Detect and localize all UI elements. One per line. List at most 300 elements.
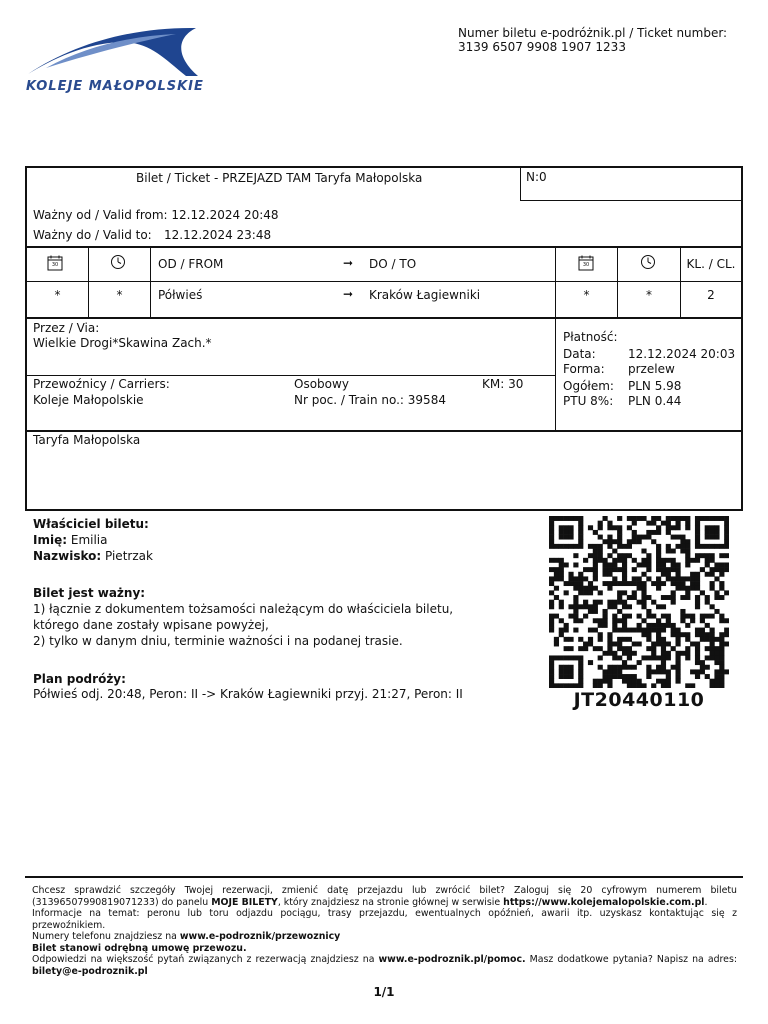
qr-module <box>593 586 598 591</box>
qr-module <box>666 595 671 600</box>
qr-module <box>588 642 593 647</box>
qr-module <box>719 646 724 651</box>
qr-module <box>719 586 724 591</box>
qr-module <box>627 516 632 521</box>
row-date2: * <box>583 288 590 302</box>
qr-module <box>651 628 656 633</box>
qr-module <box>656 525 661 530</box>
qr-module <box>593 646 598 651</box>
qr-module <box>714 535 719 540</box>
qr-module <box>656 655 661 660</box>
qr-module <box>593 679 598 684</box>
qr-module <box>695 646 700 651</box>
qr-module <box>646 553 651 558</box>
qr-module <box>578 535 583 540</box>
qr-module <box>656 642 661 647</box>
qr-module <box>719 553 724 558</box>
qr-code-text: JT20440110 <box>573 689 705 711</box>
qr-module <box>680 614 685 619</box>
footer-link[interactable]: https://www.kolejemalopolskie.com.pl <box>503 896 705 908</box>
qr-module <box>705 516 710 521</box>
qr-module <box>627 595 632 600</box>
qr-module <box>690 586 695 591</box>
qr-module <box>637 614 642 619</box>
qr-module <box>622 651 627 656</box>
qr-module <box>598 558 603 563</box>
qr-module <box>685 521 690 526</box>
payment-form-value: przelew <box>628 362 675 376</box>
qr-module <box>593 558 598 563</box>
qr-module <box>641 618 646 623</box>
table-divider <box>25 317 743 319</box>
qr-module <box>695 521 700 526</box>
qr-module <box>666 516 671 521</box>
qr-module <box>714 679 719 684</box>
qr-module <box>710 581 715 586</box>
qr-module <box>705 665 710 670</box>
qr-module <box>632 595 637 600</box>
qr-module <box>719 655 724 660</box>
qr-module <box>685 637 690 642</box>
qr-module <box>646 614 651 619</box>
owner-first-value: Emilia <box>70 533 108 547</box>
qr-module <box>607 679 612 684</box>
qr-module <box>573 628 578 633</box>
qr-module <box>671 595 676 600</box>
qr-module <box>622 665 627 670</box>
qr-module <box>685 646 690 651</box>
qr-module <box>632 530 637 535</box>
qr-module <box>607 544 612 549</box>
qr-module <box>656 604 661 609</box>
qr-module <box>603 609 608 614</box>
qr-module <box>675 660 680 665</box>
footer-text: . <box>704 896 708 908</box>
qr-module <box>651 600 656 605</box>
footer-text: Chcesz sprawdzić szczegóły Twojej rezerwacji, zmienić datę przejazdu lub zwrócić bilet? Zaloguj się 20 cyfrowym numerem biletu (31396507990819071233) do panelu <box>32 885 737 908</box>
qr-module <box>573 576 578 581</box>
qr-module <box>564 628 569 633</box>
footer-paragraph <box>32 954 737 977</box>
qr-module <box>685 623 690 628</box>
qr-module <box>612 669 617 674</box>
qr-module <box>641 516 646 521</box>
qr-module <box>627 628 632 633</box>
qr-module <box>641 558 646 563</box>
qr-module <box>675 535 680 540</box>
qr-module <box>641 683 646 688</box>
qr-module <box>651 614 656 619</box>
payment-date-label: Data: <box>563 347 596 361</box>
payment-total-value: PLN 5.98 <box>628 379 682 393</box>
qr-module <box>637 539 642 544</box>
qr-module <box>598 549 603 554</box>
qr-module <box>622 581 627 586</box>
qr-module <box>564 623 569 628</box>
qr-module <box>675 655 680 660</box>
qr-module <box>612 600 617 605</box>
qr-module <box>700 618 705 623</box>
qr-module <box>690 618 695 623</box>
footer-text: Numery telefonu znajdziesz na <box>32 931 180 942</box>
qr-module <box>656 544 661 549</box>
qr-module <box>549 525 554 530</box>
qr-module <box>632 651 637 656</box>
footer-paragraph: Informacje na temat: peronu lub toru odjazdu pociągu, trasy przejazdu, ewentualnych opóźnień, awarii itp. uzyskasz kontaktując się z przewoźnikiem. <box>32 908 737 931</box>
qr-module <box>666 655 671 660</box>
qr-module <box>568 614 573 619</box>
qr-module <box>603 669 608 674</box>
qr-module <box>568 576 573 581</box>
ticket-n-label: N:0 <box>526 170 547 184</box>
qr-module <box>705 637 710 642</box>
qr-module <box>714 674 719 679</box>
qr-module <box>671 600 676 605</box>
qr-module <box>671 623 676 628</box>
qr-module <box>641 600 646 605</box>
qr-module <box>568 646 573 651</box>
qr-module <box>549 674 554 679</box>
qr-module <box>680 595 685 600</box>
qr-module <box>588 660 593 665</box>
qr-module <box>632 590 637 595</box>
qr-module <box>637 581 642 586</box>
qr-module <box>700 544 705 549</box>
qr-module <box>612 549 617 554</box>
qr-module <box>578 521 583 526</box>
payment-title: Płatność: <box>563 330 618 344</box>
qr-module <box>612 618 617 623</box>
qr-module <box>593 604 598 609</box>
qr-module <box>573 618 578 623</box>
qr-module <box>559 600 564 605</box>
qr-module <box>685 586 690 591</box>
qr-module <box>719 544 724 549</box>
qr-module <box>690 683 695 688</box>
qr-module <box>656 618 661 623</box>
qr-module <box>724 669 729 674</box>
qr-module <box>583 586 588 591</box>
qr-module <box>705 595 710 600</box>
qr-module <box>554 683 559 688</box>
qr-module <box>583 567 588 572</box>
qr-module <box>598 632 603 637</box>
qr-module <box>549 600 554 605</box>
qr-module <box>680 576 685 581</box>
qr-module <box>641 562 646 567</box>
qr-module <box>578 581 583 586</box>
qr-module <box>666 558 671 563</box>
qr-module <box>671 549 676 554</box>
qr-module <box>646 521 651 526</box>
qr-module <box>719 651 724 656</box>
qr-module <box>632 628 637 633</box>
qr-module <box>627 646 632 651</box>
qr-module <box>559 516 564 521</box>
qr-module <box>549 567 554 572</box>
table-divider <box>520 200 743 201</box>
qr-module <box>719 660 724 665</box>
qr-module <box>559 567 564 572</box>
qr-module <box>598 544 603 549</box>
qr-module <box>588 637 593 642</box>
qr-module <box>695 576 700 581</box>
qr-module <box>685 683 690 688</box>
qr-module <box>710 679 715 684</box>
qr-module <box>695 544 700 549</box>
qr-module <box>661 581 666 586</box>
qr-module <box>656 665 661 670</box>
qr-module <box>598 590 603 595</box>
qr-module <box>710 628 715 633</box>
qr-module <box>700 669 705 674</box>
qr-module <box>637 562 642 567</box>
qr-module <box>680 544 685 549</box>
qr-module <box>666 521 671 526</box>
qr-module <box>573 614 578 619</box>
qr-module <box>656 637 661 642</box>
qr-module <box>695 669 700 674</box>
qr-module <box>714 530 719 535</box>
payment-form-label: Forma: <box>563 362 605 376</box>
qr-module <box>598 623 603 628</box>
qr-module <box>675 581 680 586</box>
qr-module <box>559 683 564 688</box>
qr-module <box>607 669 612 674</box>
qr-module <box>603 623 608 628</box>
qr-module <box>617 525 622 530</box>
qr-module <box>661 665 666 670</box>
qr-module <box>710 642 715 647</box>
qr-module <box>724 535 729 540</box>
qr-module <box>603 562 608 567</box>
table-divider <box>88 246 89 318</box>
qr-module <box>671 632 676 637</box>
qr-module <box>685 549 690 554</box>
plan-text: Półwieś odj. 20:48, Peron: II -> Kraków Łagiewniki przyj. 21:27, Peron: II <box>33 687 463 701</box>
ticket-title: Bilet / Ticket - PRZEJAZD TAM Taryfa Małopolska <box>136 171 423 185</box>
qr-module <box>695 651 700 656</box>
qr-module <box>646 535 651 540</box>
qr-module <box>637 628 642 633</box>
qr-module <box>578 665 583 670</box>
qr-module <box>695 558 700 563</box>
qr-module <box>612 628 617 633</box>
qr-module <box>568 665 573 670</box>
qr-module <box>646 669 651 674</box>
qr-module <box>607 581 612 586</box>
qr-module <box>656 530 661 535</box>
qr-module <box>666 651 671 656</box>
qr-module <box>666 614 671 619</box>
qr-module <box>661 567 666 572</box>
qr-module <box>554 576 559 581</box>
qr-module <box>656 576 661 581</box>
table-border-bottom <box>25 509 743 511</box>
qr-module <box>700 516 705 521</box>
qr-module <box>559 558 564 563</box>
clock-icon <box>110 254 126 270</box>
qr-module <box>685 590 690 595</box>
validity-line: którego dane zostały wpisane powyżej, <box>33 618 269 632</box>
qr-module <box>598 637 603 642</box>
qr-module <box>690 558 695 563</box>
qr-module <box>661 683 666 688</box>
qr-module <box>710 516 715 521</box>
qr-module <box>588 567 593 572</box>
qr-module <box>685 539 690 544</box>
qr-module <box>695 600 700 605</box>
qr-module <box>617 637 622 642</box>
footer-paragraph: Bilet stanowi odrębną umowę przewozu. <box>32 942 247 954</box>
qr-module <box>661 604 666 609</box>
qr-module <box>607 646 612 651</box>
qr-module <box>612 651 617 656</box>
footer-text: Odpowiedzi na większość pytań związanych z rezerwacją znajdziesz na <box>32 954 379 965</box>
qr-module <box>690 572 695 577</box>
svg-text:30: 30 <box>51 262 59 268</box>
qr-module <box>622 674 627 679</box>
qr-module <box>661 572 666 577</box>
qr-module <box>554 558 559 563</box>
qr-module <box>627 614 632 619</box>
qr-module <box>564 535 569 540</box>
qr-module <box>612 576 617 581</box>
qr-module <box>549 535 554 540</box>
qr-module <box>612 642 617 647</box>
qr-module <box>632 683 637 688</box>
ticket-number <box>458 26 727 54</box>
qr-module <box>719 516 724 521</box>
qr-module <box>641 586 646 591</box>
qr-module <box>564 669 569 674</box>
qr-module <box>593 572 598 577</box>
qr-module <box>627 655 632 660</box>
qr-module <box>588 609 593 614</box>
qr-module <box>671 535 676 540</box>
qr-module <box>700 614 705 619</box>
qr-module <box>719 674 724 679</box>
qr-module <box>559 618 564 623</box>
qr-module <box>719 683 724 688</box>
qr-module <box>724 567 729 572</box>
qr-module <box>554 586 559 591</box>
qr-module <box>724 525 729 530</box>
owner-first-name <box>33 532 108 548</box>
qr-module <box>573 655 578 660</box>
qr-module <box>724 628 729 633</box>
qr-module <box>564 655 569 660</box>
payment-vat-label: PTU 8%: <box>563 394 614 408</box>
qr-module <box>559 655 564 660</box>
qr-module <box>632 674 637 679</box>
qr-module <box>632 539 637 544</box>
qr-module <box>724 632 729 637</box>
qr-module <box>685 553 690 558</box>
qr-module <box>680 632 685 637</box>
qr-module <box>564 562 569 567</box>
qr-module <box>700 660 705 665</box>
qr-module <box>690 581 695 586</box>
qr-module <box>710 604 715 609</box>
qr-module <box>559 628 564 633</box>
qr-module <box>617 553 622 558</box>
qr-module <box>651 521 656 526</box>
row-time2: * <box>646 288 652 302</box>
qr-module <box>675 576 680 581</box>
qr-module <box>559 674 564 679</box>
table-divider <box>25 430 743 432</box>
qr-module <box>666 683 671 688</box>
qr-module <box>637 683 642 688</box>
qr-module <box>705 646 710 651</box>
qr-module <box>719 618 724 623</box>
qr-module <box>719 572 724 577</box>
qr-module <box>564 516 569 521</box>
qr-module <box>705 525 710 530</box>
qr-module <box>719 669 724 674</box>
qr-module <box>710 683 715 688</box>
qr-module <box>612 562 617 567</box>
qr-module <box>651 516 656 521</box>
qr-module <box>637 660 642 665</box>
qr-module <box>598 665 603 670</box>
qr-module <box>714 590 719 595</box>
footer-link[interactable]: www.e-podroznik/przewoznicy <box>179 931 341 942</box>
qr-module <box>617 674 622 679</box>
qr-module <box>578 618 583 623</box>
qr-module <box>627 539 632 544</box>
footer-link[interactable]: www.e-podroznik.pl/pomoc. <box>378 954 526 965</box>
row-time1: * <box>116 288 123 302</box>
qr-module <box>549 683 554 688</box>
qr-module <box>549 558 554 563</box>
qr-module <box>564 544 569 549</box>
footer-info <box>32 885 737 977</box>
qr-module <box>593 576 598 581</box>
qr-module <box>671 567 676 572</box>
qr-module <box>617 665 622 670</box>
qr-module <box>564 581 569 586</box>
qr-module <box>627 674 632 679</box>
qr-module <box>651 651 656 656</box>
qr-module <box>564 590 569 595</box>
footer-email-link[interactable]: bilety@e-podroznik.pl <box>32 965 148 977</box>
qr-module <box>671 558 676 563</box>
qr-module <box>641 581 646 586</box>
qr-module <box>564 646 569 651</box>
qr-module <box>646 646 651 651</box>
qr-module <box>549 576 554 581</box>
qr-module <box>598 679 603 684</box>
payment-vat-value: PLN 0.44 <box>628 394 682 408</box>
qr-module <box>656 679 661 684</box>
qr-module <box>671 590 676 595</box>
qr-module <box>607 683 612 688</box>
qr-module <box>603 674 608 679</box>
qr-module <box>617 628 622 633</box>
qr-module <box>705 623 710 628</box>
qr-module <box>598 525 603 530</box>
qr-module <box>578 669 583 674</box>
qr-module <box>710 558 715 563</box>
qr-module <box>656 669 661 674</box>
qr-module <box>700 632 705 637</box>
qr-module <box>612 623 617 628</box>
qr-module <box>710 637 715 642</box>
qr-module <box>578 683 583 688</box>
qr-module <box>607 637 612 642</box>
